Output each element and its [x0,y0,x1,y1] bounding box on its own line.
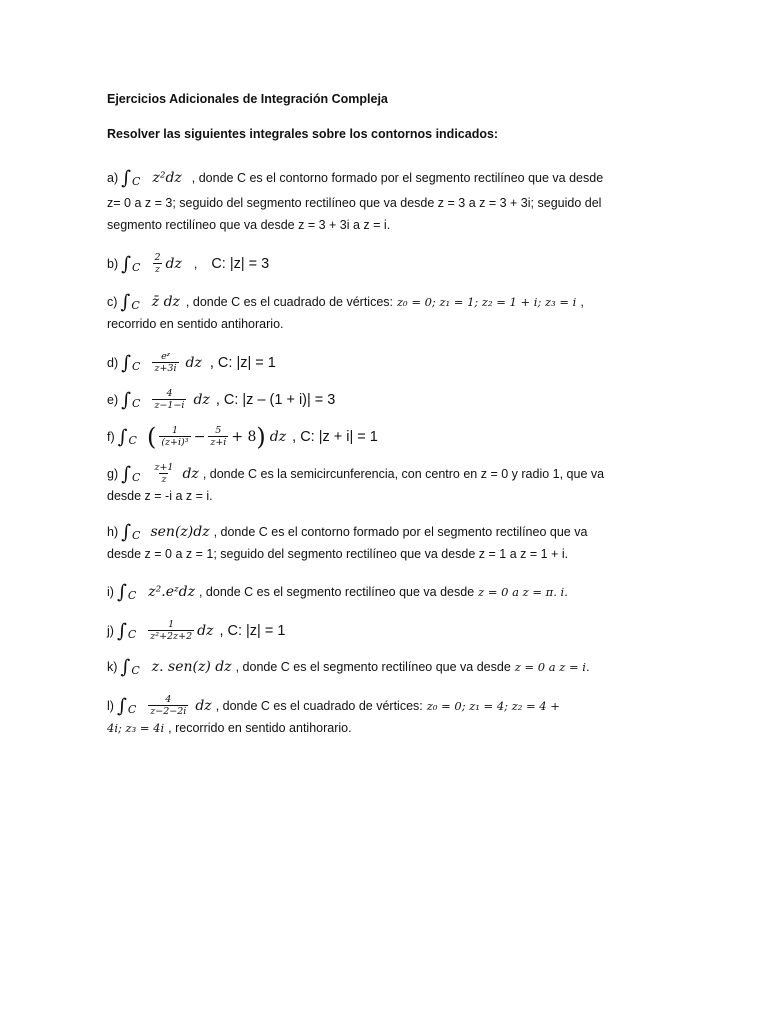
exercise-l-vertices: z₀ = 0; z₁ = 4; z₂ = 4 + [426,698,560,713]
integral-sign: ∫ $_C$ [121,521,141,543]
exercise-b-sep: , [193,256,198,271]
exercise-k-text: , donde C es el segmento rectilíneo que va desde [235,660,511,674]
integral-sign: ∫ $_C$ [120,656,140,678]
exercise-j-label: j) [107,623,114,638]
integral-sign: ∫ $_C$ [121,167,141,189]
exercise-d-label: d) [107,355,119,370]
exercise-i-math: z = 0 a z = π. i. [478,585,568,599]
exercise-i-text: , donde C es el segmento rectilíneo que va desde [198,585,475,599]
exercise-l-cont-text: , recorrido en sentido antihorario. [168,721,352,735]
exercise-l [107,694,667,739]
exercise-e-fraction: $\frac{4}{z-1-i}$ [154,388,185,411]
exercise-a-cont1: z= 0 a z = 3; seguido del segmento rectilíneo que va desde z = 3 a z = 3 + 3i; seguido del [107,196,602,210]
integral-sign: ∫ $_C$ [121,252,141,275]
exercise-f-minus: − [193,428,206,445]
exercise-g-cont1: desde z = -i a z = i. [107,489,213,503]
exercise-j-condition: , C: |z| = 1 [219,622,286,639]
exercise-c [107,291,667,335]
exercise-f-label: f) [107,429,115,444]
exercise-d-fraction: $\frac{\text{eᶻ}}{z+3i}$ [154,351,177,374]
exercise-e-condition: , C: |z – (1 + i)| = 3 [215,391,336,408]
right-paren: ) [256,422,266,451]
exercise-i [107,581,667,603]
exercise-i-integrand: z².eᶻdz [148,584,195,600]
exercise-l-text: , donde C es el cuadrado de vértices: [215,698,423,713]
exercise-f-plus-8: + 8 [231,428,257,445]
exercise-c-label: c) [107,295,118,309]
left-paren: ( [146,422,157,451]
exercise-b-label: b) [107,256,119,271]
exercise-b-condition: C: |z| = 3 [211,255,270,272]
exercise-g [107,462,667,507]
integral-sign: ∫ $_C$ [121,388,141,411]
exercise-k [107,656,667,678]
exercise-h [107,521,667,565]
exercise-c-integrand: z̄ dz [151,294,180,310]
exercise-j-fraction: $\frac{1}{\text{z²+2z+2}}$ [150,619,193,642]
exercise-e-dz: dz [193,391,210,408]
exercise-k-label: k) [107,660,118,674]
exercise-b [107,252,667,275]
exercise-a-text: , donde C es el contorno formado por el segmento rectilíneo que va desde [191,171,604,185]
exercise-l-label: l) [107,698,114,713]
exercise-a-cont2: segmento rectilíneo que va desde z = 3 + 3i a z = i. [107,218,391,232]
exercise-l-cont-math: 4i; z₃ = 4i [107,721,165,735]
integral-sign: ∫ $_C$ [116,694,137,717]
exercise-k-math: z = 0 a z = i. [514,660,590,674]
exercise-d-dz: dz [185,354,202,371]
exercise-l-fraction: $\frac{4}{z-2-2i}$ [150,694,187,717]
integral-sign: ∫ $_C$ [120,291,140,313]
exercise-c-cont1: recorrido en sentido antihorario. [107,317,284,331]
exercise-h-cont1: desde z = 0 a z = 1; seguido del segmento rectilíneo que va desde z = 1 a z = 1 + i. [107,547,569,561]
integral-sign: ∫ $_C$ [121,462,141,485]
exercise-i-label: i) [107,585,114,599]
exercise-f-fraction-1: $\frac{1}{\text{(z+i)³}}$ [161,425,189,448]
exercise-f-dz: dz [269,428,287,445]
exercise-e [107,388,667,411]
exercise-h-text: , donde C es el contorno formado por el segmento rectilíneo que va [213,525,588,539]
exercise-b-fraction: $\frac{2}{z}$ [154,252,161,275]
exercise-g-text: , donde C es la semicircunferencia, con centro en z = 0 y radio 1, que va [202,466,605,481]
exercise-h-label: h) [107,525,119,539]
integral-sign: ∫ $_C$ [116,581,137,603]
exercise-f-condition: , C: |z + i| = 1 [292,428,378,445]
exercise-j [107,619,667,642]
exercise-c-tail: , [580,295,584,309]
exercise-a [107,167,667,236]
integral-sign: ∫ $_C$ [121,351,141,374]
exercise-c-text: , donde C es el cuadrado de vértices: [185,295,393,309]
exercise-k-integrand: z. sen(z) dz [151,659,232,675]
exercise-h-integrand: sen(z)dz [150,524,210,540]
integral-sign: ∫ $_C$ [117,425,137,448]
exercise-a-label: a) [107,171,119,185]
exercise-g-fraction: $\frac{z+1}{z}$ [154,462,174,485]
exercise-d-condition: , C: |z| = 1 [209,354,276,371]
document-title: Ejercicios Adicionales de Integración Compleja [107,92,388,106]
exercise-j-dz: dz [197,622,214,639]
exercise-e-label: e) [107,392,119,407]
exercise-b-dz: dz [165,255,182,272]
exercise-l-dz: dz [195,697,212,714]
document-subtitle: Resolver las siguientes integrales sobre los contornos indicados: [107,127,499,141]
document-page [107,92,667,739]
exercise-a-integrand: z²dz [152,170,182,186]
exercise-l-cont [107,717,667,739]
integral-sign: ∫ $_C$ [116,619,137,642]
exercise-d [107,351,667,374]
exercise-g-dz: dz [182,465,199,482]
exercise-f-fraction-2: $\frac{5}{z+i}$ [210,425,227,448]
exercise-f [107,422,667,451]
exercise-c-vertices: z₀ = 0; z₁ = 1; z₂ = 1 + i; z₃ = i [397,295,577,309]
exercise-g-label: g) [107,466,119,481]
